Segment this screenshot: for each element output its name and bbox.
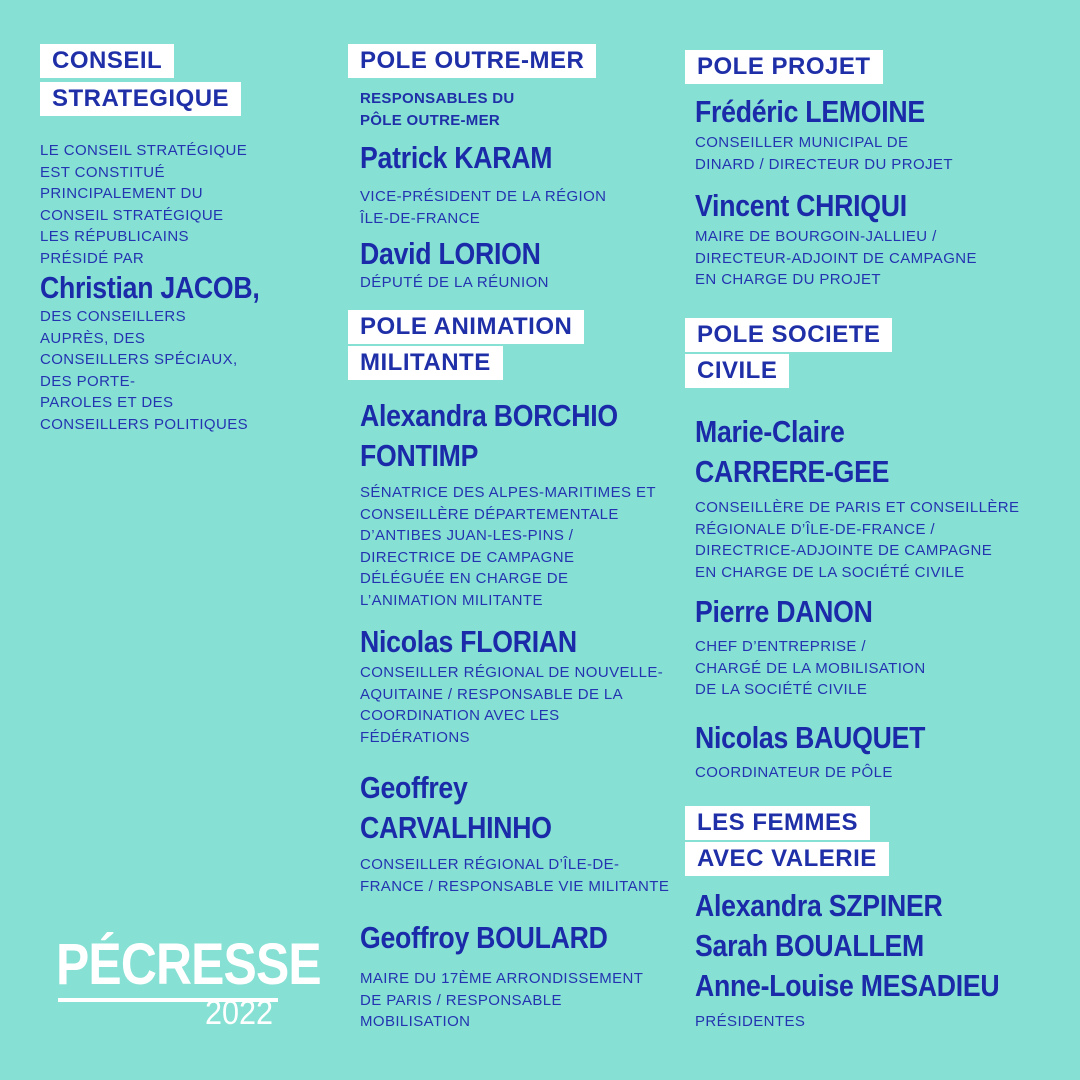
- person-name-carvalhinho-line2: CARVALHINHO: [360, 810, 552, 845]
- person-role-karam: VICE-PRÉSIDENT DE LA RÉGION ÎLE-DE-FRANCE: [360, 188, 607, 227]
- person-name-carvalhinho-line1: Geoffrey: [360, 770, 468, 805]
- person-name-borchio-line1: Alexandra BORCHIO: [360, 398, 618, 433]
- person-role-florian: CONSEILLER RÉGIONAL DE NOUVELLE- AQUITAINE / RESPONSABLE DE LA COORDINATION AVEC LES FÉDÉRATIONS: [360, 664, 664, 746]
- societe-heading-line1: POLE SOCIETE: [685, 318, 892, 352]
- person-name-borchio-line2: FONTIMP: [360, 438, 479, 473]
- person-name-lorion: David LORION: [360, 236, 541, 271]
- conseil-president-name: Christian JACOB,: [40, 270, 260, 305]
- person-name-bauquet: Nicolas BAUQUET: [695, 720, 926, 755]
- person-role-carrere: CONSEILLÈRE DE PARIS ET CONSEILLÈRE RÉGIONALE D’ÎLE-DE-FRANCE / DIRECTRICE-ADJOINTE DE CAMPAGNE EN CHARGE DE LA SOCIÉTÉ CIVILE: [695, 499, 1020, 581]
- person-role-boulard: MAIRE DU 17ÈME ARRONDISSEMENT DE PARIS / RESPONSABLE MOBILISATION: [360, 970, 644, 1031]
- person-role-chriqui: MAIRE DE BOURGOIN-JALLIEU / DIRECTEUR-ADJOINT DE CAMPAGNE EN CHARGE DU PROJET: [695, 228, 977, 289]
- person-role-borchio: SÉNATRICE DES ALPES-MARITIMES ET CONSEILLÈRE DÉPARTEMENTALE D’ANTIBES JUAN-LES-PINS / DIRECTRICE DE CAMPAGNE DÉLÉGUÉE EN CHARGE DE L’ANIMATION MILITANTE: [360, 484, 656, 609]
- person-name-karam: Patrick KARAM: [360, 140, 553, 175]
- conseil-intro: LE CONSEIL STRATÉGIQUE EST CONSTITUÉ PRINCIPALEMENT DU CONSEIL STRATÉGIQUE LES RÉPUBLICAINS PRÉSIDÉ PAR: [40, 142, 248, 267]
- projet-heading: POLE PROJET: [685, 50, 883, 84]
- femmes-heading-line2: AVEC VALERIE: [685, 842, 889, 876]
- societe-heading-line2: CIVILE: [685, 354, 789, 388]
- person-name-chriqui: Vincent CHRIQUI: [695, 188, 907, 223]
- conseil-heading-line2: STRATEGIQUE: [40, 82, 241, 116]
- person-role-lorion: DÉPUTÉ DE LA RÉUNION: [360, 274, 549, 291]
- person-name-carrere-line2: CARRERE-GEE: [695, 454, 890, 489]
- conseil-heading-line1: CONSEIL: [40, 44, 174, 78]
- femmes-role: PRÉSIDENTES: [695, 1013, 806, 1030]
- outre-mer-subheading: RESPONSABLES DU PÔLE OUTRE-MER: [360, 90, 515, 129]
- femmes-heading-line1: LES FEMMES: [685, 806, 870, 840]
- animation-heading-line1: POLE ANIMATION: [348, 310, 584, 344]
- person-name-carrere-line1: Marie-Claire: [695, 414, 845, 449]
- conseil-members-text: DES CONSEILLERS AUPRÈS, DES CONSEILLERS SPÉCIAUX, DES PORTE- PAROLES ET DES CONSEILLERS POLITIQUES: [40, 308, 249, 433]
- logo-year: 2022: [205, 994, 274, 1032]
- outre-mer-heading: POLE OUTRE-MER: [348, 44, 596, 78]
- animation-heading-line2: MILITANTE: [348, 346, 503, 380]
- person-role-bauquet: COORDINATEUR DE PÔLE: [695, 764, 893, 781]
- person-name-mesadieu: Anne-Louise MESADIEU: [695, 968, 1000, 1003]
- person-name-florian: Nicolas FLORIAN: [360, 624, 577, 659]
- logo-wordmark: PÉCRESSE: [56, 932, 321, 997]
- person-role-danon: CHEF D’ENTREPRISE / CHARGÉ DE LA MOBILISATION DE LA SOCIÉTÉ CIVILE: [695, 638, 926, 699]
- person-name-boulard: Geoffroy BOULARD: [360, 920, 608, 955]
- person-name-lemoine: Frédéric LEMOINE: [695, 94, 925, 129]
- person-name-bouallem: Sarah BOUALLEM: [695, 928, 924, 963]
- person-name-danon: Pierre DANON: [695, 594, 873, 629]
- person-name-szpiner: Alexandra SZPINER: [695, 888, 943, 923]
- person-role-carvalhinho: CONSEILLER RÉGIONAL D’ÎLE-DE- FRANCE / RESPONSABLE VIE MILITANTE: [360, 856, 670, 895]
- person-role-lemoine: CONSEILLER MUNICIPAL DE DINARD / DIRECTEUR DU PROJET: [695, 134, 953, 173]
